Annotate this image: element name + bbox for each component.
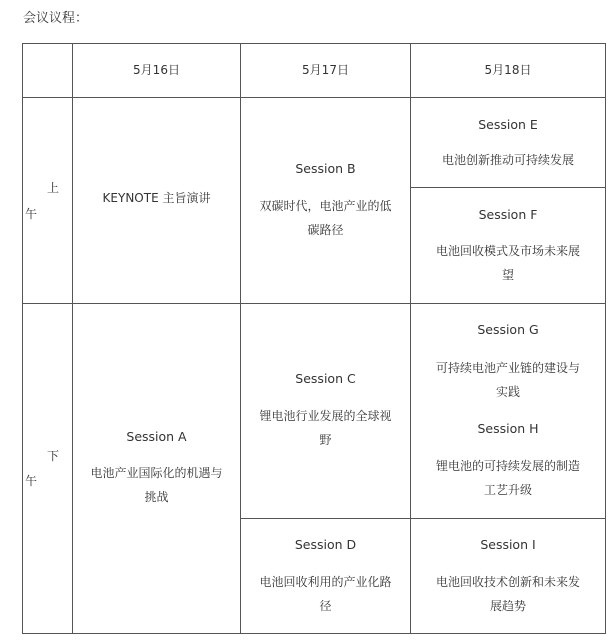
session-d-cell: [240, 518, 411, 634]
session-desc-line: 野: [319, 433, 332, 447]
session-title: Session I: [480, 537, 536, 552]
header-date-cell: [72, 43, 241, 98]
session-desc-line: 电池回收模式及市场未来展: [435, 244, 580, 258]
session-desc-line: 电池回收技术创新和未来发: [435, 575, 580, 589]
session-desc-line: 碳路径: [307, 223, 344, 237]
session-title: Session C: [295, 371, 356, 386]
date-label: 5月17日: [302, 63, 349, 77]
afternoon-period-cell: [22, 303, 73, 634]
session-desc-line: 电池产业国际化的机遇与: [90, 466, 223, 480]
session-desc-line: 电池回收利用的产业化路: [259, 575, 392, 589]
period-label: 上: [47, 181, 60, 195]
session-a-cell: [72, 303, 241, 634]
session-title: Session E: [478, 117, 538, 132]
period-label: 下: [47, 449, 60, 463]
session-desc-line: 工艺升级: [483, 483, 532, 497]
session-desc-line: 锂电池行业发展的全球视: [259, 409, 392, 423]
session-c-cell: [240, 303, 411, 519]
session-title: Session F: [478, 207, 538, 222]
date-label: 5月18日: [484, 63, 532, 77]
header-date-cell: [410, 43, 606, 98]
session-desc-line: 可持续电池产业链的建设与: [435, 361, 580, 375]
session-desc-line: 展趋势: [489, 599, 526, 613]
header-date-cell: [240, 43, 411, 98]
session-i-cell: [410, 518, 606, 634]
agenda-heading: 会议议程：: [23, 11, 89, 26]
session-title: Session G: [477, 322, 539, 337]
session-desc-line: 望: [501, 268, 514, 282]
session-title: Session A: [126, 429, 187, 444]
morning-period-cell: [22, 97, 73, 304]
session-e-cell: [410, 97, 606, 188]
keynote-cell: [72, 97, 241, 304]
session-desc-line: 电池创新推动可持续发展: [441, 153, 574, 167]
keynote-label: KEYNOTE 主旨演讲: [102, 191, 211, 205]
header-corner-cell: [22, 43, 73, 98]
session-title: Session H: [477, 421, 539, 436]
session-f-cell: [410, 187, 606, 304]
period-label: 午: [25, 474, 38, 488]
session-desc-line: 径: [319, 599, 332, 613]
session-b-cell: [240, 97, 411, 304]
session-desc-line: 实践: [495, 385, 520, 399]
period-label: 午: [25, 207, 38, 221]
session-desc-line: 锂电池的可持续发展的制造: [435, 459, 580, 473]
session-desc-line: 挑战: [144, 490, 169, 504]
session-title: Session B: [295, 161, 356, 176]
session-desc-line: 双碳时代，电池产业的低: [259, 199, 392, 213]
session-gh-cell: [410, 303, 606, 519]
session-title: Session D: [294, 537, 357, 552]
date-label: 5月16日: [133, 63, 180, 77]
